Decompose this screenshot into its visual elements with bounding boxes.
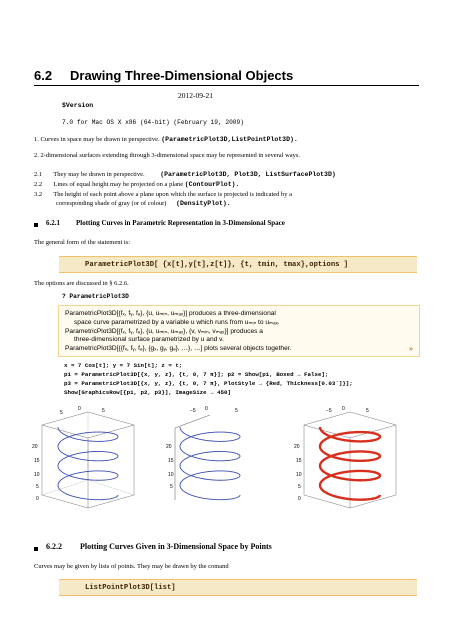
- tick-label: 0: [342, 406, 345, 412]
- subitem-text: They may be drawn in perspective.: [53, 171, 145, 178]
- section-bullet: [34, 547, 38, 551]
- usage-line: ParametricPlot3D[{fₓ, fᵧ, fₔ}, {u, uₘᵢₙ, uₘₐₓ}] produces a three-dimensional: [65, 310, 276, 317]
- version-label: $Version: [62, 102, 94, 109]
- tick-label: 5: [170, 484, 173, 490]
- subitem-2-1: [34, 170, 336, 179]
- section-title: Drawing Three-Dimensional Objects: [70, 68, 294, 83]
- subitem-text: Lines of equal height may be projected on a plane: [53, 181, 184, 188]
- usage-line: three-dimensional surface parametrized by u and v.: [74, 336, 224, 343]
- subitem-2-2: [34, 180, 239, 189]
- tick-label: 20: [32, 444, 38, 450]
- subitem-text: corresponding shade of gray (or of colour): [56, 200, 167, 207]
- subitem-code: (DensityPlot).: [176, 200, 231, 207]
- tick-label: 0: [298, 496, 301, 502]
- tick-label: 0: [36, 496, 39, 502]
- plot-3: [294, 406, 396, 508]
- section-rule: [34, 85, 419, 86]
- tick-label: 10: [34, 472, 40, 478]
- subsection-1-title: Plotting Curves in Parametric Representation in 3-Dimensional Space: [76, 219, 285, 227]
- query-input[interactable]: ? ParametricPlot3D: [62, 293, 129, 300]
- version-output: 7.0 for Mac OS X x86 (64-bit) (February 19, 2009): [62, 119, 244, 126]
- tick-label: 5: [102, 408, 105, 414]
- options-text: The options are discussed in § 6.2.6.: [34, 280, 129, 287]
- tick-label: 5: [235, 408, 238, 414]
- statement-1: ParametricPlot3D[ {x[t],y[t],z[t]}, {t, tmin, tmax},options ]: [85, 261, 349, 269]
- input-line: p1 = ParametricPlot3D[{x, y, z}, {t, 0, 7 π}]; p2 = Show[p1, Boxed → False];: [64, 371, 329, 378]
- general-form-text: The general form of the statement is:: [34, 239, 131, 246]
- tick-label: 5: [36, 484, 39, 490]
- tick-label: 15: [168, 458, 174, 464]
- item-1-text: 1. Curves in space may be drawn in perspective.: [34, 136, 160, 143]
- tick-label: −5: [326, 408, 332, 414]
- tick-label: 5: [366, 408, 369, 414]
- subitem-code: (ContourPlot).: [184, 181, 240, 188]
- input-line: x = 7 Cos[t]; y = 7 Sin[t]; z = t;: [64, 362, 183, 369]
- subitem-num: 2.1: [34, 171, 43, 178]
- subitem-num: 2.2: [34, 181, 43, 188]
- subitem-text: The height of each point above a plane upon which the surface is projected is indicated by a: [53, 191, 293, 198]
- tick-label: 10: [168, 472, 174, 478]
- usage-line: ParametricPlot3D[{{fₓ, fᵧ, fₔ}, {gₓ, gᵧ, gₔ}, …}, …] plots several objects together.: [65, 345, 292, 352]
- tick-label: 20: [166, 444, 172, 450]
- statement-band-1: [59, 256, 417, 273]
- subitem-num: 3.2: [34, 191, 43, 198]
- statement-2: ListPointPlot3D[list]: [85, 584, 176, 592]
- more-info-link[interactable]: »: [409, 344, 413, 353]
- statement-band-2: [59, 579, 417, 596]
- input-line: Show[GraphicsRow[{p1, p2, p3}], ImageSize → 450]: [64, 389, 231, 396]
- input-line: p3 = ParametricPlot3D[{x, y, z}, {t, 0, 7 π}, PlotStyle → {Red, Thickness[0.03`]}];: [64, 380, 353, 387]
- subsection-2-title: Plotting Curves Given in 3-Dimensional Space by Points: [80, 542, 272, 551]
- subitem-3-2: [34, 190, 292, 199]
- item-1: [34, 135, 298, 144]
- subsection-2-number: 6.2.2: [46, 542, 62, 551]
- tick-label: −5: [190, 408, 196, 414]
- tick-label: 10: [296, 472, 302, 478]
- helix-curve: [180, 427, 240, 500]
- tick-label: 15: [296, 458, 302, 464]
- points-text: Curves may be given by lists of points. They may be drawn by the comand: [34, 563, 229, 570]
- section-number: 6.2: [34, 68, 53, 83]
- section-bullet: [34, 223, 38, 227]
- tick-label: 20: [294, 444, 300, 450]
- date-line: 2012-09-21: [178, 91, 213, 100]
- item-2: 2. 2-dimensional surfaces extending through 3-dimensional space may be represented in several ways.: [34, 152, 301, 159]
- subitem-3-2-cont: [56, 199, 231, 208]
- plot-2: [166, 406, 240, 500]
- plot-1: [32, 406, 134, 508]
- tick-label: 5: [298, 484, 301, 490]
- tick-label: 5: [60, 410, 63, 416]
- usage-cell: [58, 305, 420, 357]
- subsection-1-number: 6.2.1: [46, 219, 60, 227]
- tick-label: 0: [205, 406, 208, 412]
- item-1-code: (ParametricPlot3D,ListPointPlot3D).: [161, 136, 298, 143]
- subitem-code: (ParametricPlot3D, Plot3D, ListSurfacePlot3D): [160, 171, 336, 178]
- tick-label: 15: [34, 458, 40, 464]
- tick-label: 0: [78, 406, 81, 412]
- usage-line: ParametricPlot3D[{fₓ, fᵧ, fₔ}, {u, uₘᵢₙ, uₘₐₓ}, {v, vₘᵢₙ, vₘₐₓ}] produces a: [65, 328, 263, 335]
- graphics-row: [30, 400, 422, 510]
- usage-line: space curve parametrized by a variable u which runs from uₘᵢₙ to uₘₐₓ.: [74, 319, 280, 326]
